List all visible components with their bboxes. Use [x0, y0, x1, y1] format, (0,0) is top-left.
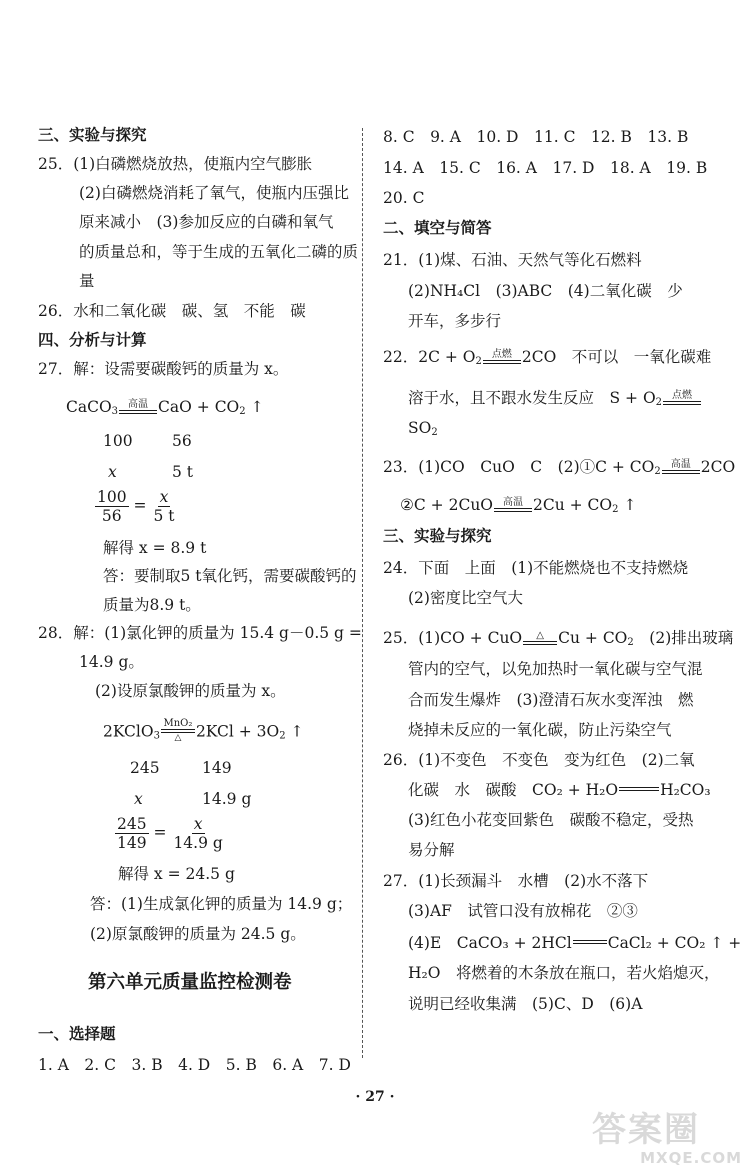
answer-line: H₂O 将燃着的木条放在瓶口，若火焰熄灭，: [408, 964, 720, 982]
section-heading: 二、填空与简答: [383, 219, 492, 237]
answer-line: (2)密度比空气大: [408, 589, 523, 607]
answer-line: 开车，多步行: [408, 312, 502, 330]
proportion: $\frac{100}{56}$ = $\frac{x}{5 t}$: [97, 488, 175, 525]
answer-line: 说明已经收集满 (5)C、D (6)A: [408, 995, 643, 1013]
answer-line: 答：(1)生成氯化钾的质量为 14.9 g；: [90, 895, 353, 913]
answer-line: 易分解: [408, 841, 455, 859]
molar-mass: 245: [130, 759, 160, 777]
answer-line: ②C + 2CuO 高温 $2Cu + CO_2$ ↑: [400, 496, 637, 515]
variable: x: [108, 463, 117, 481]
answer-line: 14.9 g。: [79, 653, 144, 671]
answer-line: 26．(1)不变色 不变色 变为红色 (2)二氧: [383, 751, 695, 769]
answer-line: 21．(1)煤、石油、天然气等化石燃料: [383, 251, 642, 269]
unit-title: 第六单元质量监控检测卷: [88, 972, 292, 993]
section-heading: 三、实验与探究: [38, 126, 147, 144]
answer-line: 25．(1)CO + CuO △ $Cu + CO_2$ (2)排出玻璃: [383, 629, 734, 648]
answer-line: 溶于水，且不跟水发生反应 $S + O_2$ 点燃: [408, 388, 702, 413]
answer-line: 22．$2C + O_2$ 点燃 2CO 不可以 一氧化碳难: [383, 348, 712, 367]
section-heading: 四、分析与计算: [38, 331, 147, 349]
molar-mass: 100: [103, 432, 133, 450]
answer-line: (3)AF 试管口没有放棉花 ②③: [408, 902, 638, 920]
answer-line: 27．解：设需要碳酸钙的质量为 x。: [38, 360, 289, 378]
chemical-equation: CaCO$_3$ 高温 CaO + $CO_2$ ↑: [66, 398, 264, 417]
answer-line: 合而发生爆炸 (3)澄清石灰水变浑浊 燃: [408, 691, 694, 709]
answer-line: 1. A 2. C 3. B 4. D 5. B 6. A 7. D: [38, 1056, 351, 1074]
answer-line: 烧掉未反应的一氧化碳，防止污染空气: [408, 721, 672, 739]
answer-line: 解得 x = 24.5 g: [118, 865, 235, 883]
answer-line: 化碳 水 碳酸 CO₂ + H₂O H₂CO₃: [408, 781, 711, 799]
given-mass: 5 t: [172, 463, 194, 481]
answer-line: (2)白磷燃烧消耗了氧气，使瓶内压强比: [79, 184, 349, 202]
column-divider: [362, 128, 363, 1058]
answer-line: 答：要制取5 t氧化钙，需要碳酸钙的: [103, 567, 357, 585]
molar-mass: 56: [172, 432, 192, 450]
answer-line: 8. C 9. A 10. D 11. C 12. B 13. B: [383, 128, 689, 146]
section-heading: 一、选择题: [38, 1025, 116, 1043]
answer-line: 26．水和二氧化碳 碳、氢 不能 碳: [38, 302, 306, 320]
proportion: $\frac{245}{149}$ = $\frac{x}{14.9 g}$: [117, 815, 223, 852]
answer-line: (2)原氯酸钾的质量为 24.5 g。: [90, 925, 306, 943]
answer-line: (3)红色小花变回紫色 碳酸不稳定，受热: [408, 811, 694, 829]
answer-line: $SO_2$: [408, 419, 438, 438]
page-number: · 27 ·: [355, 1089, 395, 1105]
answer-line: (2)NH₄Cl (3)ABC (4)二氧化碳 少: [408, 282, 683, 300]
answer-line: 20. C: [383, 189, 425, 207]
chemical-equation: 2KClO$_3$ MnO₂ △ $2KCl + 3O_2$ ↑: [103, 718, 304, 743]
answer-line: 的质量总和，等于生成的五氧化二磷的质: [79, 243, 359, 261]
answer-line: 25．(1)白磷燃烧放热，使瓶内空气膨胀: [38, 155, 313, 173]
given-mass: 14.9 g: [202, 790, 252, 808]
answer-line: 质量为8.9 t。: [103, 596, 201, 614]
answer-line: 14. A 15. C 16. A 17. D 18. A 19. B: [383, 159, 708, 177]
molar-mass: 149: [202, 759, 232, 777]
answer-line: (4)E CaCO₃ + 2HCl CaCl₂ + CO₂ ↑ +: [408, 934, 742, 952]
answer-line: 24．下面 上面 (1)不能燃烧也不支持燃烧: [383, 559, 689, 577]
answer-line: 原来减小 (3)参加反应的白磷和氧气: [79, 213, 334, 231]
answer-line: (2)设原氯酸钾的质量为 x。: [95, 682, 286, 700]
answer-line: 量: [79, 272, 95, 290]
answer-line: 23．(1)CO CuO C (2)①C + $CO_2$ 高温 2CO: [383, 458, 736, 477]
answer-line: 27．(1)长颈漏斗 水槽 (2)水不落下: [383, 872, 649, 890]
answer-line: 管内的空气，以免加热时一氧化碳与空气混: [408, 660, 703, 678]
answer-line: 解得 x = 8.9 t: [103, 539, 207, 557]
section-heading: 三、实验与探究: [383, 527, 492, 545]
answer-line: 28．解：(1)氯化钾的质量为 15.4 g－0.5 g =: [38, 624, 362, 642]
watermark-logo: 答案圈 MXQE.COM: [592, 1110, 742, 1167]
variable: x: [134, 790, 143, 808]
